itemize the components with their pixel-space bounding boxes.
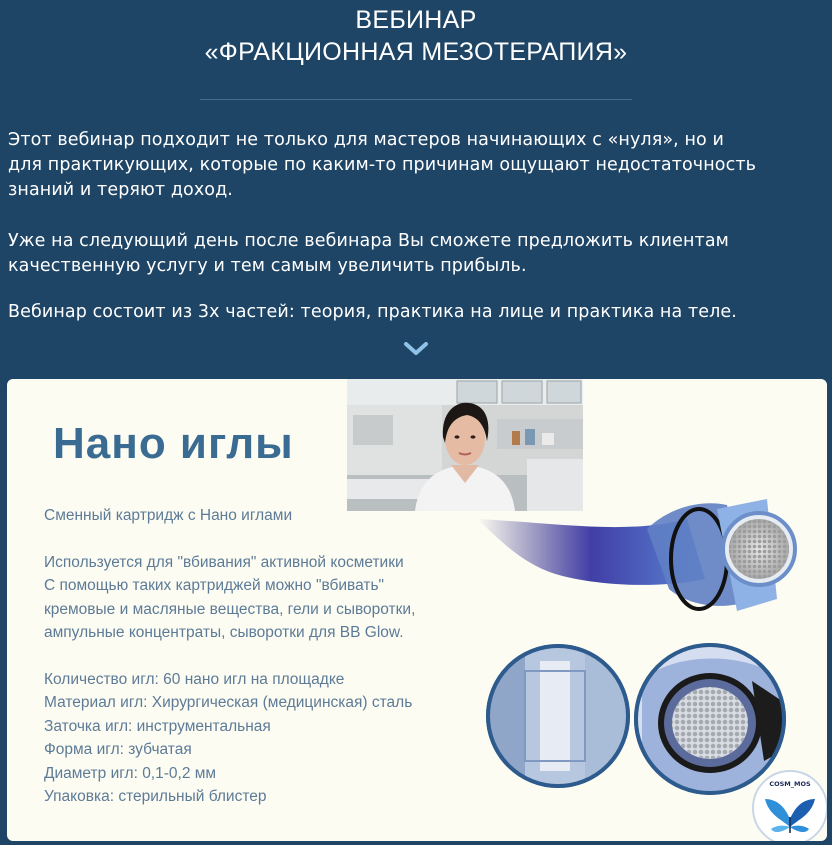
intro-paragraph-1 [8, 128, 808, 203]
logo-text: COSM_MOS [769, 780, 811, 788]
slide-subtitle [44, 504, 292, 527]
usage-line: кремовые и масляные вещества, гели и сыворотки, [44, 600, 416, 618]
title-divider [200, 99, 632, 100]
webinar-slide [7, 379, 827, 841]
intro-paragraph-2 [8, 229, 808, 279]
intro-p1-line-3: знаний и теряют доход. [8, 180, 233, 200]
usage-line: Используется для "вбивания" активной косметики [44, 554, 404, 571]
usage-line: С помощью таких картриджей можно "вбивать" [44, 577, 385, 595]
chevron-down-icon[interactable] [402, 338, 430, 360]
page-title [0, 4, 832, 68]
slide-heading: Нано иглы [53, 419, 294, 468]
title-line-2: «ФРАКЦИОННАЯ МЕЗОТЕРАПИЯ» [204, 38, 628, 66]
spec-item: Количество игл: 60 нано игл на площадке [44, 671, 345, 688]
cartridge-side-view-image [485, 641, 631, 791]
specs-list [44, 668, 412, 808]
spec-item: Форма игл: зубчатая [44, 741, 192, 759]
spec-item: Упаковка: стерильный блистер [44, 788, 267, 806]
cosm-mos-logo [751, 769, 827, 841]
title-line-1: ВЕБИНАР [355, 6, 477, 34]
usage-line: ампульные концентраты, сыворотки для BB Glow. [44, 624, 404, 642]
intro-p1-line-2: для практикующих, которые по каким-то причинам ощущают недостаточность [8, 155, 757, 175]
spec-item: Диаметр игл: 0,1-0,2 мм [44, 764, 217, 782]
slide-subtitle-text: Сменный картридж с Нано иглами [44, 507, 293, 524]
intro-p1-line-1: Этот вебинар подходит не только для мастеров начинающих с «нуля», но и [8, 130, 724, 150]
intro-p2-line-1: Уже на следующий день после вебинара Вы сможете предложить клиентам [8, 231, 729, 251]
nano-cartridge-image [437, 479, 797, 639]
intro-p2-line-2: качественную услугу и тем самым увеличить прибыль. [8, 256, 527, 276]
spec-item: Заточка игл: инструментальная [44, 717, 271, 735]
usage-description [44, 551, 415, 645]
spec-item: Материал игл: Хирургическая (медицинская) сталь [44, 694, 413, 712]
intro-paragraph-3: Вебинар состоит из 3х частей: теория, практика на лице и практика на теле. [8, 302, 737, 322]
